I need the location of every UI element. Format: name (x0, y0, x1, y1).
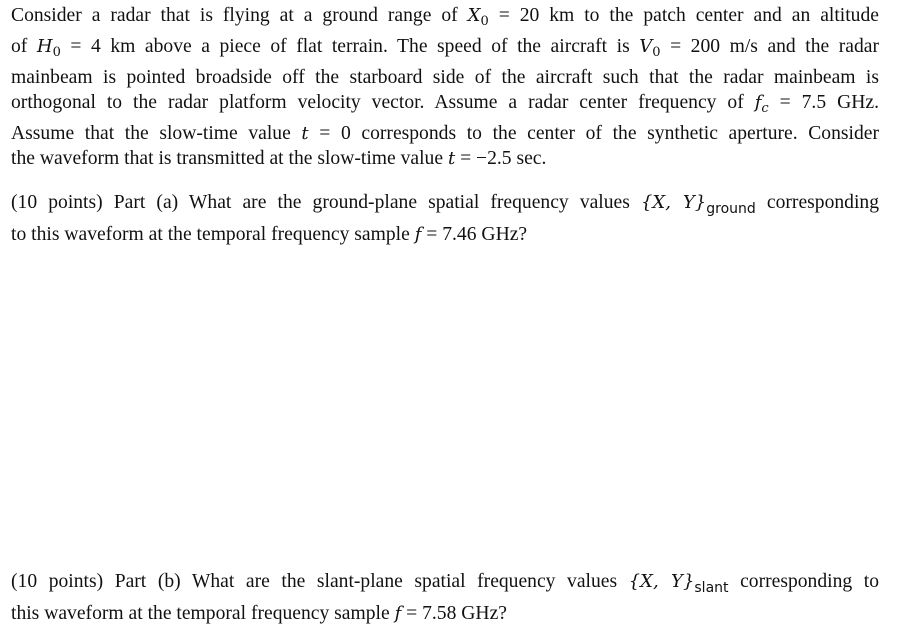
var-X: X (467, 5, 481, 26)
var-V: V (639, 36, 653, 57)
problem-statement (11, 3, 879, 171)
question-text: this waveform at the temporal frequency sample (11, 603, 395, 624)
intro-text: = 0 corresponds to the center of the synthetic aperture. Consider (308, 123, 879, 144)
question-part-b (11, 569, 879, 626)
intro-text: = 200 m/s and the radar (660, 36, 879, 57)
intro-text: Assume that the slow-time value (11, 123, 302, 144)
var-H: H (36, 36, 53, 57)
question-text: (10 points) Part (a) What are the ground-plane spatial frequency values (11, 192, 641, 213)
subscript: c (761, 101, 769, 116)
intro-line-2 (11, 34, 879, 65)
intro-line-4 (11, 90, 879, 121)
part-b-line-1 (11, 569, 879, 601)
intro-text: Consider a radar that is flying at a ground range of (11, 5, 468, 26)
question-text: = 7.46 GHz? (421, 224, 528, 245)
subscript: 0 (52, 45, 61, 60)
subscript: 0 (480, 14, 489, 29)
math-XY: {X, Y} (640, 192, 707, 213)
subscript: ground (706, 201, 756, 217)
intro-line-6 (11, 146, 879, 171)
intro-line-1 (11, 3, 879, 34)
question-text: to this waveform at the temporal frequency sample (11, 224, 415, 245)
subscript: slant (694, 580, 729, 596)
question-text: = 7.58 GHz? (401, 603, 507, 624)
intro-text: the waveform that is transmitted at the slow-time value (11, 148, 448, 169)
subscript: 0 (652, 45, 661, 60)
math-XY: {X, Y} (628, 571, 695, 592)
intro-text: mainbeam is pointed broadside off the starboard side of the aircraft such that the radar mainbeam is (11, 67, 879, 88)
var-f: f (754, 92, 762, 113)
intro-text: = 7.5 GHz. (768, 92, 879, 113)
question-text: (10 points) Part (b) What are the slant-plane spatial frequency values (11, 571, 629, 592)
intro-text: = 20 km to the patch center and an altitude (488, 5, 879, 26)
part-b-line-2 (11, 601, 879, 626)
question-part-a (11, 190, 879, 247)
intro-text: = −2.5 sec. (455, 148, 547, 169)
var-t: t (447, 148, 456, 169)
intro-line-3 (11, 65, 879, 90)
question-text: corresponding to (728, 571, 879, 592)
var-f: f (394, 603, 402, 624)
intro-text: of (11, 36, 37, 57)
intro-line-5 (11, 121, 879, 146)
question-text: corresponding (755, 192, 879, 213)
intro-text: = 4 km above a piece of flat terrain. The speed of the aircraft is (60, 36, 640, 57)
var-t: t (301, 123, 309, 144)
intro-text: orthogonal to the radar platform velocity vector. Assume a radar center frequency of (11, 92, 755, 113)
part-a-line-2 (11, 222, 879, 247)
var-f: f (414, 224, 422, 245)
part-a-line-1 (11, 190, 879, 222)
